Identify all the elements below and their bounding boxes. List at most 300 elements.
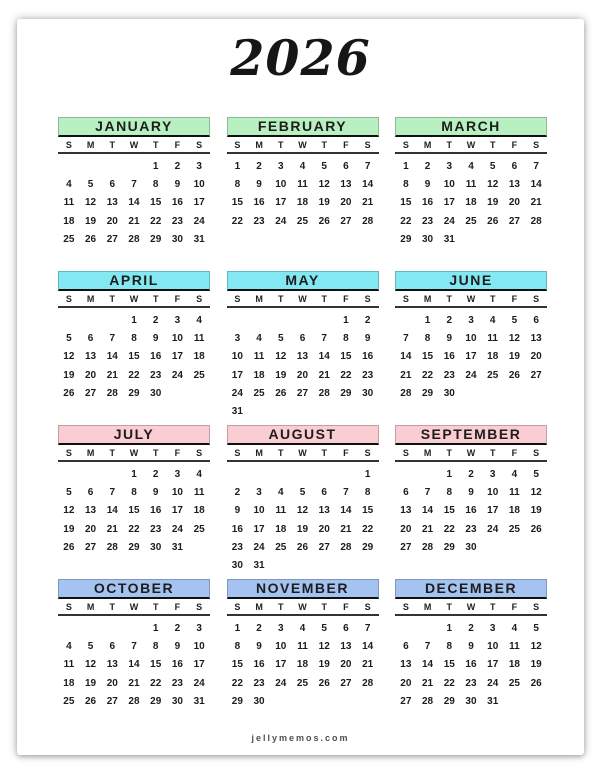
day-cell: 3 — [234, 332, 241, 344]
month-header — [227, 271, 379, 291]
month-name: APRIL — [109, 272, 159, 288]
month-header — [58, 117, 210, 137]
day-cell: 18 — [253, 369, 265, 381]
day-cell: 20 — [340, 197, 352, 209]
day-cell: 25 — [465, 215, 477, 227]
day-cell: 16 — [422, 197, 434, 209]
day-cell: 19 — [296, 523, 309, 535]
day-cell: 20 — [85, 523, 97, 535]
day-cell: 17 — [275, 659, 287, 671]
day-cell: 2 — [446, 314, 453, 326]
day-cell: 6 — [87, 486, 94, 498]
day-cell: 10 — [253, 505, 265, 517]
day-cell: 3 — [174, 468, 181, 480]
day-cell: 15 — [400, 197, 412, 209]
weekday-label: F — [343, 602, 349, 612]
day-cell: 5 — [511, 314, 518, 326]
weekday-label: T — [109, 602, 116, 612]
day-cell: 24 — [253, 541, 265, 553]
day-cell: 27 — [85, 541, 97, 553]
day-cell: 2 — [174, 160, 181, 172]
day-cell: 31 — [171, 541, 183, 553]
weekday-label: F — [343, 294, 349, 304]
day-cell: 29 — [340, 387, 352, 399]
weekday-label: T — [321, 140, 327, 150]
weekday-row — [395, 291, 547, 308]
day-cell: 22 — [128, 369, 140, 381]
day-cell: 1 — [234, 160, 241, 172]
day-cell: 3 — [256, 486, 262, 498]
month-header — [227, 425, 379, 445]
day-cell: 8 — [234, 640, 241, 652]
day-cell: 17 — [171, 505, 183, 517]
day-cell: 3 — [196, 160, 202, 172]
day-cell: 11 — [63, 197, 75, 209]
day-cell: 24 — [487, 523, 499, 535]
day-cell: 16 — [443, 351, 455, 363]
month-block-december — [395, 579, 547, 733]
month-block-january — [58, 117, 210, 271]
day-cell: 23 — [422, 215, 434, 227]
weekday-label: S — [402, 602, 409, 612]
month-block-august — [227, 425, 379, 579]
day-cell: 4 — [489, 314, 496, 326]
day-cell: 15 — [128, 505, 140, 517]
day-cell: 6 — [511, 160, 518, 172]
day-cell: 19 — [508, 351, 520, 363]
weekday-label: M — [86, 602, 95, 612]
day-cell: 10 — [275, 640, 287, 652]
day-cell: 10 — [487, 486, 499, 498]
day-cell: 27 — [318, 541, 330, 553]
day-cell: 7 — [343, 486, 349, 498]
day-cell: 24 — [443, 215, 455, 227]
day-cell: 23 — [171, 215, 183, 227]
day-cell: 25 — [193, 369, 205, 381]
day-cell: 27 — [508, 215, 520, 227]
day-cell: 16 — [253, 197, 265, 209]
day-grid — [395, 157, 547, 248]
day-cell: 13 — [400, 659, 412, 671]
day-cell: 10 — [171, 486, 183, 498]
weekday-label: T — [321, 602, 327, 612]
weekday-label: S — [533, 602, 540, 612]
day-cell: 23 — [171, 677, 183, 689]
weekday-label: W — [466, 448, 476, 458]
day-cell: 15 — [150, 659, 162, 671]
day-cell: 21 — [530, 197, 542, 209]
weekday-label: T — [321, 448, 327, 458]
weekday-label: M — [423, 448, 432, 458]
day-cell: 17 — [443, 197, 455, 209]
day-cell: 9 — [256, 178, 262, 190]
day-cell: 10 — [465, 332, 477, 344]
weekday-label: S — [364, 140, 371, 150]
day-cell: 1 — [403, 160, 409, 172]
day-cell: 5 — [321, 160, 327, 172]
day-cell: 20 — [508, 197, 520, 209]
day-cell: 8 — [446, 486, 453, 498]
day-cell: 14 — [128, 197, 140, 209]
weekday-label: T — [489, 602, 496, 612]
day-cell: 18 — [508, 505, 520, 517]
day-cell: 15 — [150, 197, 162, 209]
day-cell: 11 — [297, 640, 308, 652]
day-cell: 25 — [63, 233, 75, 245]
day-cell: 22 — [231, 677, 243, 689]
day-cell: 14 — [530, 178, 542, 190]
day-cell: 26 — [85, 233, 97, 245]
weekday-label: S — [234, 448, 241, 458]
day-cell: 10 — [443, 178, 455, 190]
day-cell: 14 — [362, 640, 374, 652]
day-grid — [227, 619, 379, 710]
day-cell: 25 — [508, 523, 520, 535]
day-cell: 28 — [340, 541, 352, 553]
day-cell: 13 — [400, 505, 412, 517]
day-cell: 4 — [66, 178, 72, 190]
day-cell: 31 — [443, 233, 455, 245]
day-cell: 3 — [278, 160, 284, 172]
day-cell: 21 — [106, 369, 118, 381]
day-cell: 29 — [362, 541, 374, 553]
day-cell: 22 — [150, 215, 162, 227]
day-cell: 7 — [424, 640, 431, 652]
day-cell: 15 — [231, 659, 243, 671]
day-cell: 17 — [253, 523, 265, 535]
day-cell: 10 — [171, 332, 183, 344]
day-cell: 2 — [364, 314, 371, 326]
day-cell: 19 — [530, 505, 542, 517]
day-cell: 5 — [87, 178, 94, 190]
day-cell: 17 — [193, 659, 205, 671]
weekday-label: M — [423, 140, 432, 150]
month-name: JANUARY — [95, 118, 173, 134]
day-cell: 6 — [299, 332, 306, 344]
day-cell: 22 — [150, 677, 162, 689]
day-cell: 13 — [340, 640, 352, 652]
weekday-label: S — [234, 294, 241, 304]
day-cell: 12 — [275, 351, 287, 363]
weekday-label: T — [109, 294, 116, 304]
weekday-label: M — [255, 294, 263, 304]
day-cell: 21 — [362, 197, 374, 209]
weekday-label: T — [446, 140, 453, 150]
month-name: FEBRUARY — [257, 118, 348, 134]
day-cell: 20 — [106, 215, 118, 227]
day-cell: 9 — [468, 486, 474, 498]
day-grid — [58, 157, 210, 248]
day-cell: 14 — [340, 505, 352, 517]
weekday-row — [395, 137, 547, 154]
day-cell: 9 — [468, 640, 474, 652]
day-cell: 29 — [422, 387, 434, 399]
day-cell: 19 — [318, 659, 330, 671]
day-grid — [227, 311, 379, 421]
weekday-label: W — [129, 140, 139, 150]
day-cell: 27 — [400, 695, 412, 707]
day-cell: 23 — [465, 677, 477, 689]
day-cell: 14 — [106, 351, 118, 363]
weekday-label: S — [533, 294, 540, 304]
day-cell: 15 — [422, 351, 434, 363]
day-cell: 13 — [85, 505, 97, 517]
month-name: NOVEMBER — [256, 580, 349, 596]
day-cell: 17 — [487, 659, 499, 671]
day-cell: 19 — [275, 369, 287, 381]
weekday-label: F — [511, 140, 518, 150]
day-cell: 29 — [400, 233, 412, 245]
day-cell: 12 — [318, 640, 330, 652]
weekday-label: T — [446, 602, 453, 612]
day-cell: 16 — [171, 197, 183, 209]
day-cell: 2 — [174, 622, 181, 634]
day-cell: 4 — [299, 622, 306, 634]
day-cell: 20 — [340, 659, 352, 671]
month-block-may — [227, 271, 379, 425]
day-cell: 24 — [275, 677, 287, 689]
day-cell: 27 — [106, 233, 118, 245]
weekday-label: T — [446, 448, 453, 458]
day-cell: 1 — [152, 622, 159, 634]
day-cell: 28 — [128, 695, 140, 707]
day-cell: 29 — [231, 695, 243, 707]
day-cell: 3 — [489, 622, 496, 634]
day-cell: 1 — [131, 468, 137, 480]
day-cell: 20 — [85, 369, 97, 381]
day-cell: 2 — [468, 468, 474, 480]
day-cell: 14 — [400, 351, 412, 363]
day-grid — [58, 465, 210, 556]
day-cell: 19 — [85, 677, 97, 689]
day-cell: 31 — [253, 560, 265, 572]
weekday-label: T — [152, 140, 159, 150]
day-cell: 26 — [63, 541, 75, 553]
day-cell: 15 — [362, 505, 374, 517]
day-cell: 10 — [487, 640, 499, 652]
weekday-row — [58, 445, 210, 462]
day-cell: 10 — [231, 351, 243, 363]
day-cell: 15 — [340, 351, 352, 363]
month-block-march — [395, 117, 547, 271]
month-name: MAY — [285, 272, 320, 288]
day-cell: 31 — [193, 695, 205, 707]
day-cell: 31 — [193, 233, 205, 245]
weekday-label: M — [255, 448, 263, 458]
weekday-label: S — [364, 602, 371, 612]
day-cell: 5 — [87, 640, 94, 652]
day-cell: 8 — [131, 332, 137, 344]
weekday-label: T — [489, 448, 496, 458]
day-cell: 13 — [530, 332, 542, 344]
day-cell: 14 — [422, 505, 434, 517]
day-cell: 14 — [318, 351, 330, 363]
months-grid — [58, 117, 547, 733]
day-cell: 30 — [171, 233, 183, 245]
day-cell: 1 — [131, 314, 137, 326]
weekday-label: S — [402, 140, 409, 150]
day-cell: 9 — [364, 332, 371, 344]
day-cell: 8 — [343, 332, 349, 344]
day-cell: 25 — [253, 387, 265, 399]
day-cell: 26 — [296, 541, 309, 553]
month-block-april — [58, 271, 210, 425]
day-cell: 20 — [318, 523, 330, 535]
weekday-label: M — [255, 602, 263, 612]
day-cell: 6 — [109, 178, 116, 190]
weekday-label: F — [511, 448, 518, 458]
calendar-page — [17, 19, 584, 755]
weekday-label: W — [466, 602, 476, 612]
day-cell: 4 — [196, 314, 202, 326]
day-cell: 16 — [253, 659, 265, 671]
day-cell: 26 — [63, 387, 75, 399]
day-cell: 6 — [109, 640, 116, 652]
day-cell: 13 — [106, 659, 118, 671]
day-cell: 9 — [174, 178, 181, 190]
day-cell: 8 — [446, 640, 453, 652]
month-name: SEPTEMBER — [420, 426, 522, 442]
day-cell: 25 — [275, 541, 287, 553]
day-cell: 4 — [196, 468, 202, 480]
day-cell: 20 — [400, 523, 412, 535]
day-cell: 30 — [150, 387, 162, 399]
day-cell: 1 — [343, 314, 349, 326]
day-cell: 22 — [231, 215, 243, 227]
day-cell: 24 — [171, 523, 183, 535]
day-cell: 1 — [152, 160, 159, 172]
weekday-label: S — [65, 140, 72, 150]
day-cell: 18 — [193, 351, 205, 363]
day-cell: 27 — [106, 695, 118, 707]
day-cell: 2 — [468, 622, 474, 634]
weekday-label: T — [446, 294, 453, 304]
day-cell: 26 — [530, 523, 542, 535]
day-cell: 19 — [318, 197, 330, 209]
day-cell: 3 — [468, 314, 474, 326]
day-cell: 4 — [468, 160, 474, 172]
weekday-label: T — [489, 294, 496, 304]
day-grid — [395, 311, 547, 402]
day-cell: 14 — [362, 178, 374, 190]
day-cell: 13 — [106, 197, 118, 209]
month-header — [58, 425, 210, 445]
day-cell: 10 — [193, 178, 205, 190]
day-cell: 21 — [400, 369, 412, 381]
day-cell: 12 — [318, 178, 330, 190]
day-cell: 26 — [508, 369, 520, 381]
weekday-label: W — [129, 448, 139, 458]
weekday-row — [227, 599, 379, 616]
day-cell: 1 — [446, 468, 453, 480]
month-header — [58, 579, 210, 599]
day-cell: 21 — [318, 369, 330, 381]
day-cell: 7 — [321, 332, 327, 344]
day-cell: 7 — [403, 332, 409, 344]
day-cell: 20 — [296, 369, 309, 381]
day-cell: 30 — [231, 560, 243, 572]
day-cell: 12 — [487, 178, 499, 190]
month-name: OCTOBER — [93, 580, 175, 596]
weekday-label: S — [533, 140, 540, 150]
day-cell: 4 — [511, 622, 518, 634]
month-header — [227, 117, 379, 137]
day-cell: 30 — [422, 233, 434, 245]
day-cell: 28 — [400, 387, 412, 399]
day-cell: 30 — [465, 541, 477, 553]
day-cell: 30 — [253, 695, 265, 707]
day-cell: 5 — [321, 622, 327, 634]
day-cell: 27 — [85, 387, 97, 399]
day-cell: 1 — [446, 622, 453, 634]
day-cell: 17 — [465, 351, 477, 363]
day-cell: 24 — [193, 215, 205, 227]
day-cell: 18 — [296, 659, 309, 671]
day-cell: 27 — [530, 369, 542, 381]
day-cell: 9 — [152, 332, 159, 344]
day-cell: 28 — [318, 387, 330, 399]
month-header — [395, 117, 547, 137]
weekday-label: S — [364, 448, 371, 458]
day-cell: 12 — [85, 659, 97, 671]
day-cell: 29 — [443, 695, 455, 707]
weekday-label: W — [298, 602, 307, 612]
day-cell: 28 — [362, 677, 374, 689]
month-block-june — [395, 271, 547, 425]
day-cell: 15 — [128, 351, 140, 363]
day-cell: 22 — [443, 677, 455, 689]
day-cell: 8 — [152, 640, 159, 652]
day-cell: 5 — [66, 486, 72, 498]
day-cell: 18 — [465, 197, 477, 209]
weekday-label: T — [321, 294, 327, 304]
weekday-label: W — [298, 140, 307, 150]
day-cell: 1 — [234, 622, 241, 634]
weekday-label: T — [278, 294, 284, 304]
weekday-row — [395, 599, 547, 616]
weekday-label: S — [65, 448, 72, 458]
day-cell: 12 — [530, 640, 542, 652]
day-cell: 17 — [275, 197, 287, 209]
day-cell: 26 — [318, 677, 330, 689]
day-cell: 29 — [150, 695, 162, 707]
day-cell: 8 — [403, 178, 409, 190]
day-cell: 21 — [362, 659, 374, 671]
month-block-november — [227, 579, 379, 733]
weekday-label: S — [196, 602, 203, 612]
day-cell: 10 — [193, 640, 205, 652]
day-cell: 16 — [150, 505, 162, 517]
day-cell: 2 — [234, 486, 241, 498]
day-cell: 9 — [256, 640, 262, 652]
weekday-label: M — [423, 602, 432, 612]
day-cell: 21 — [128, 677, 140, 689]
day-cell: 5 — [533, 622, 539, 634]
weekday-label: F — [511, 602, 518, 612]
day-cell: 28 — [422, 695, 434, 707]
day-cell: 11 — [275, 505, 287, 517]
day-grid — [58, 619, 210, 710]
weekday-label: F — [174, 294, 181, 304]
day-cell: 26 — [318, 215, 330, 227]
day-cell: 12 — [508, 332, 520, 344]
day-cell: 11 — [509, 640, 520, 652]
month-header — [227, 579, 379, 599]
weekday-label: S — [364, 294, 371, 304]
day-cell: 19 — [487, 197, 499, 209]
weekday-label: M — [255, 140, 263, 150]
day-cell: 18 — [275, 523, 287, 535]
